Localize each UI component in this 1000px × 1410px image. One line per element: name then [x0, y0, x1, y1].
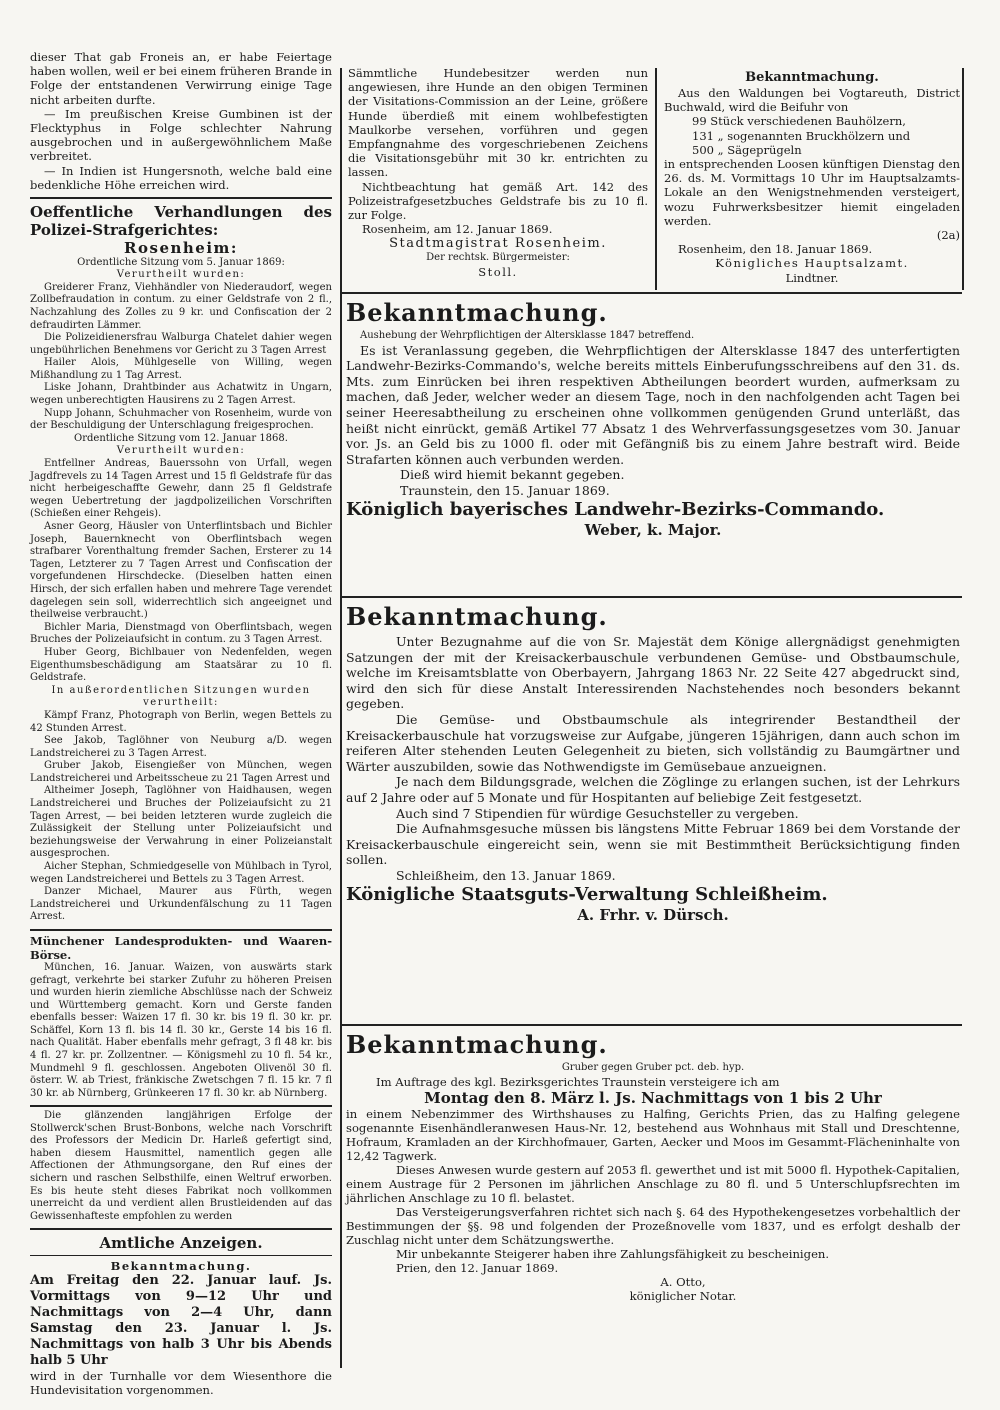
signer: Königliche Staatsguts-Verwaltung Schleißheim.	[346, 883, 828, 905]
session-heading-2: Ordentliche Sitzung vom 12. Januar 1868.	[74, 432, 288, 444]
verdict-heading-2: Verurtheilt wurden:	[116, 445, 246, 457]
intro-text-3: — In Indien ist Hungersnoth, welche bald eine bedenkliche Höhe erreichen wird.	[30, 163, 332, 192]
wood-notice: Aus den Waldungen bei Vogtareuth, District Buchwald, wird die Beifuhr von	[664, 86, 960, 115]
case-item: Altheimer Joseph, Taglöhner von Haidhausen, wegen Landstreicherei und Bruches der Polizeiaufsicht zu 21 Tagen Arrest, — bei beiden letzteren wurde zugleich die Zulässigkeit der Stellung unter Polizeiaufsicht und beziehungsweise der Verwahrung in einer Polizeianstalt ausgesprochen.	[30, 785, 332, 860]
announcement-text: Es ist Veranlassung gegeben, die Wehrpflichtigen der Altersklasse 1847 des unterfertigten Landwehr-Bezirks-Commando's, welche bereits mittels Einberufungsschreibens auf den 31. ds. Mts. zum Einrücken bei ihren respektiven Abtheilungen beordert wurden, aufmerksam zu machen, daß Jeder, welcher weder an diesem Tage, noch in den nachfolgenden acht Tagen bei seiner Heeresabtheilung zu erscheinen ohne vollkommen genügenden Grund unterläßt, das heißt nicht einrückt, gemäß Artikel 77 Absatz 1 des Wehrverfassungsgesetzes vom 30. Januar vor. Js. an Geld bis zu 1000 fl. oder mit Gefängniß bis zu einem Jahre bestraft wird. Beide Strafarten können auch verbunden werden.	[346, 342, 960, 467]
wood-list	[664, 114, 960, 157]
signer: Stadtmagistrat Rosenheim.	[389, 236, 607, 252]
right-edge-rule	[962, 68, 964, 290]
intro-text-2: — Im preußischen Kreise Gumbinen ist der Flecktyphus in Folge schlechter Nahrung ausgebrochen und in außergewöhnlichem Maße verbreitet.	[30, 106, 332, 164]
case-item: Asner Georg, Häusler von Unterflintsbach und Bichler Joseph, Bauernknecht von Oberflintsbach wegen strafbarer Vorenthaltung fremder Sachen, Ersterer zu 14 Tagen, Letzterer zu 7 Tagen Arrest und Confiscation der vorgefundenen Hirschdecke. (Dieselben hatten einen Hirsch, der sich erfallen haben und mehrere Tage verendet dagelegen sein soll, widerrechtlich sich angeeignet und theilweise verbraucht.)	[30, 521, 332, 621]
case-item: Greiderer Franz, Viehhändler von Niederaudorf, wegen Zollbefraudation in contum. zu einer Geldstrafe von 2 fl., Nachzahlung des Zolles zu 9 kr. und Confiscation der 2 defraudirten Lämmer.	[30, 281, 332, 331]
announcement-text: Dieß wird hiemit bekannt gegeben.	[400, 467, 625, 483]
announcement-subtitle: Gruber gegen Gruber pct. deb. hyp.	[561, 1062, 745, 1073]
announcement-paragraph: in einem Nebenzimmer des Wirthshauses zu Halfing, Gerichts Prien, das zu Halfing gelegene sogenannte Eisenhändleranwesen Haus-Nr. 12, bestehend aus Wohnhaus mit Stall und Dreschtenne, Hofraum, Kramladen an der Kirchhofmauer, Garten, Aecker und Moos im Gesammt-Flächeninhalte von 12,42 Tagwerk.	[346, 1106, 960, 1163]
boerse-text: München, 16. Januar. Waizen, von auswärts stark gefragt, verkehrte bei starker Zufuhr zu höheren Preisen und wurden hierin ziemliche Abschlüsse nach der Schweiz und Württemberg gemacht. Korn und Gerste fanden ebenfalls besser: Waizen 17 fl. 30 kr. bis 19 fl. 30 kr. pr. Schäffel, Korn 13 fl. bis 14 fl. 30 kr., Gerste 14 bis 16 fl. nach Qualität. Haber ebenfalls mehr gefragt, 3 fl 48 kr. bis 4 fl. 27 kr. pr. Zollzentner. — Königsmehl zu 10 fl. 54 kr., Mundmehl 9 fl. geschlossen. Angeboten Olivenöl 30 fl. österr. W. ab Triest, fränkische Zwetschgen 7 fl. 15 kr. 7 fl 30 kr. ab Nürnberg, Grünkeeren 17 fl. 30 kr. ab Nürnberg.	[30, 961, 332, 1099]
divider	[30, 929, 332, 931]
middle-column	[348, 66, 648, 279]
announcement-paragraph: Unter Bezugnahme auf die von Sr. Majestät dem Könige allergnädigst genehmigten Satzungen der mit der Kreisackerbauschule verbundenen Gemüse- und Obstbaumschule, welche im Kreisamtsblatte von Oberbayern, Jahrgang 1863 Nr. 22 Seite 427 abgedruckt sind, wird den sich für diese Anstalt Interessirenden Nachstehendes noch besonders bekannt gegeben.	[346, 634, 960, 712]
announcement-paragraph: Mir unbekannte Steigerer haben ihre Zahlungsfähigkeit zu bescheinigen.	[396, 1246, 830, 1261]
section-rule	[340, 292, 962, 294]
divider	[30, 1228, 332, 1230]
signer-role: Der rechtsk. Bürgermeister:	[426, 252, 570, 264]
section-rule	[340, 1024, 962, 1026]
court-city: Rosenheim:	[124, 238, 238, 257]
penalty-notice: Nichtbeachtung hat gemäß Art. 142 des Polizeistrafgesetzbuches Geldstrafe bis zu 10 fl. zur Folge.	[348, 179, 648, 223]
auction-notice: in entsprechenden Loosen künftigen Dienstag den 26. ds. M. Vormittags 10 Uhr im Hauptsalzamts-Lokale an den Wenigstnehmenden versteigert, wozu Fuhrwerksbesitzer hiemit eingeladen werden.	[664, 157, 960, 228]
obstbaumschule-notice	[346, 600, 960, 924]
announcement-title: Bekanntmachung.	[110, 1258, 252, 1273]
announcement-paragraph: Die Aufnahmsgesuche müssen bis längstens Mitte Februar 1869 bei dem Vorstande der Kreisackerbauschule eingereicht sein, wenn sie mit Bestimmtheit Berücksichtigung finden sollen.	[346, 821, 960, 868]
announcement-title: Bekanntmachung.	[745, 70, 879, 85]
announcement-title: Bekanntmachung.	[346, 602, 608, 631]
announcement-title: Bekanntmachung.	[346, 1030, 608, 1059]
column-rule-upper-right	[655, 68, 657, 290]
list-item: 500 „ Sägeprügeln	[692, 142, 802, 157]
case-item: Liske Johann, Drahtbinder aus Achatwitz in Ungarn, wegen unberechtigten Hausirens zu 2 Tagen Arrest.	[30, 382, 332, 407]
signer-name: A. Otto,	[660, 1274, 706, 1289]
case-item: Bichler Maria, Dienstmagd von Oberflintsbach, wegen Bruches der Polizeiaufsicht in contum. zu 3 Tagen Arrest.	[30, 621, 332, 646]
hundevisitation-dates: Am Freitag den 22. Januar lauf. Js. Vormittags von 9—12 Uhr und Nachmittags von 2—4 Uhr, dann Samstag den 23. Januar l. Js. Nachmittags von halb 3 Uhr bis Abends halb 5 Uhr	[30, 1272, 332, 1368]
announcement-paragraph: Dieses Anwesen wurde gestern auf 2053 fl. gewerthet und ist mit 5000 fl. Hypothek-Capitalien, einem Austrage für 2 Personen im jährlichen Anschlage zu 80 fl. und 5 Unterschlupfsrechten im jährlichen Anschlage zu 10 fl. belastet.	[346, 1162, 960, 1205]
section-rule	[340, 596, 962, 598]
case-item: Aicher Stephan, Schmiedgeselle von Mühlbach in Tyrol, wegen Landstreicherei und Bettels zu 3 Tagen Arrest.	[30, 861, 332, 885]
court-title: Oeffentliche Verhandlungen des Polizei-Strafgerichtes:	[30, 202, 332, 239]
notice-date: Schleißheim, den 13. Januar 1869.	[396, 867, 616, 883]
session-heading-3: In außerordentlichen Sitzungen wurden verurtheilt:	[51, 684, 311, 709]
announcement-paragraph: Im Auftrage des kgl. Bezirksgerichtes Traunstein versteigere ich am	[376, 1074, 780, 1089]
signer-name: Weber, k. Major.	[584, 520, 722, 539]
signer: Königliches Hauptsalzamt.	[715, 256, 909, 271]
notice-date: Prien, den 12. Januar 1869.	[396, 1260, 559, 1275]
hundevisitation-text: wird in der Turnhalle vor dem Wiesenthore die Hundevisitation vorgenommen.	[30, 1368, 332, 1398]
stollwerck-ad: Die glänzenden langjährigen Erfolge der Stollwerck'schen Brust-Bonbons, welche nach Vorschrift des Professors der Medicin Dr. Harleß gefertigt sind, haben diesem Hausmittel, namentlich gegen alle Affectionen der Athmungsorgane, den Ruf eines der sichern und raschen Selbsthilfe, einen Weltruf erworben. Es bis heute steht dieses Fabrikat noch vollkommen unerreicht da und verdient allen Brustleidenden auf das Gewissenhafteste empfohlen zu werden	[30, 1109, 332, 1222]
case-item: Kämpf Franz, Photograph von Berlin, wegen Bettels zu 42 Stunden Arrest.	[30, 709, 332, 734]
case-item: Die Polizeidienersfrau Walburga Chatelet dahier wegen ungebührlichen Benehmens vor Gericht zu 3 Tagen Arrest	[30, 332, 332, 356]
announcement-paragraph: Je nach dem Bildungsgrade, welchen die Zöglinge zu erlangen suchen, ist der Lehrkurs auf 2 Jahre oder auf 5 Monate und für Hospitanten auf beliebige Zeit festgesetzt.	[346, 774, 960, 805]
signer-name: A. Frhr. v. Dürsch.	[577, 905, 729, 924]
verdict-heading-1: Verurtheilt wurden:	[116, 269, 246, 281]
divider	[30, 197, 332, 199]
signer-name: Lindtner.	[785, 270, 839, 285]
versteigerung-notice	[346, 1028, 960, 1303]
case-item: Gruber Jakob, Eisengießer von München, wegen Landstreicherei und Arbeitsscheue zu 21 Tagen Arrest und	[30, 760, 332, 784]
announcement-paragraph: Die Gemüse- und Obstbaumschule als integrirender Bestandtheil der Kreisackerbauschule hat vorzugsweise zur Aufgabe, jüngeren 15jährigen, dann auch schon im reiferen Alter stehenden Leuten Gelegenheit zu bieten, sich vollständig zu Baumgärtner und Wärter auszubilden, sowie das Nothwendigste im Gemüsebaue anzueignen.	[346, 711, 960, 774]
announcement-paragraph: Auch sind 7 Stipendien für würdige Gesuchsteller zu vergeben.	[396, 805, 799, 821]
case-item: Hailer Alois, Mühlgeselle von Willing, wegen Mißhandlung zu 1 Tag Arrest.	[30, 357, 332, 381]
auction-date: Montag den 8. März l. Js. Nachmittags von 1 bis 2 Uhr	[424, 1088, 882, 1107]
case-item: Danzer Michael, Maurer aus Fürth, wegen Landstreicherei und Urkundenfälschung zu 11 Tagen Arrest.	[30, 886, 332, 923]
divider	[30, 1255, 332, 1256]
divider	[30, 1105, 332, 1107]
amtliche-anzeigen-heading: Amtliche Anzeigen.	[99, 1233, 263, 1252]
notice-date: Rosenheim, am 12. Januar 1869.	[362, 222, 553, 237]
case-item: Entfellner Andreas, Bauerssohn von Urfall, wegen Jagdfrevels zu 14 Tagen Arrest und 15 fl Geldstrafe für das nicht herbeigeschaffte Gewehr, dann 25 fl Geldstrafe wegen Uebertretung der jagdpolizeilichen Vorschriften (Schießen einer Rehgeis).	[30, 458, 332, 520]
case-item: Nupp Johann, Schuhmacher von Rosenheim, wurde von der Beschuldigung der Unterschlagung freigesprochen.	[30, 407, 332, 432]
signer: Königlich bayerisches Landwehr-Bezirks-Commando.	[346, 498, 885, 520]
intro-text-1: dieser That gab Froneis an, er habe Feiertage haben wollen, weil er bei einem früheren Brande in Folge der entstandenen Verwirrung einige Tage nicht arbeiten durfte.	[30, 50, 332, 107]
notice-date: Traunstein, den 15. Januar 1869.	[400, 482, 610, 498]
signer-name: Stoll.	[478, 265, 518, 280]
signer-role: königlicher Notar.	[629, 1288, 737, 1303]
announcement-subtitle: Aushebung der Wehrpflichtigen der Altersklasse 1847 betreffend.	[360, 330, 695, 341]
announcement-paragraph: Das Versteigerungsverfahren richtet sich nach §. 64 des Hypothekengesetzes vorbehaltlich der Bestimmungen der §§. 98 und folgenden der Prozeßnovelle vom 1837, und es erfolgt deshalb der Zuschlag nicht unter dem Schätzungswerthe.	[346, 1204, 960, 1247]
notice-date: Rosenheim, den 18. Januar 1869.	[678, 242, 873, 257]
notice-mark: (2a)	[936, 228, 960, 243]
list-item: 99 Stück verschiedenen Bauhölzern,	[692, 114, 906, 129]
column-rule-left	[340, 68, 342, 1368]
right-column	[664, 70, 960, 285]
announcement-title: Bekanntmachung.	[346, 298, 608, 327]
case-item: See Jakob, Taglöhner von Neuburg a/D. wegen Landstreicherei zu 3 Tagen Arrest.	[30, 735, 332, 759]
left-column	[30, 50, 332, 1397]
landwehr-notice	[346, 296, 960, 539]
session-heading-1: Ordentliche Sitzung vom 5. Januar 1869:	[77, 256, 285, 268]
boerse-title: Münchener Landesprodukten- und Waaren-Börse.	[30, 933, 332, 962]
list-item: 131 „ sogenannten Bruckhölzern und	[692, 128, 911, 143]
case-item: Huber Georg, Bichlbauer von Nedenfelden, wegen Eigenthumsbeschädigung am Staatsärar zu 10 fl. Geldstrafe.	[30, 646, 332, 684]
dog-owner-notice: Sämmtliche Hundebesitzer werden nun angewiesen, ihre Hunde an den obigen Terminen der Visitations-Commission an der Leine, größere Hunde überdieß mit einem wohlbefestigten Maulkorbe versehen, vorführen und gegen Empfangnahme des vorgeschriebenen Zeichens die Visitationsgebühr mit 30 kr. entrichten zu lassen.	[348, 66, 648, 180]
